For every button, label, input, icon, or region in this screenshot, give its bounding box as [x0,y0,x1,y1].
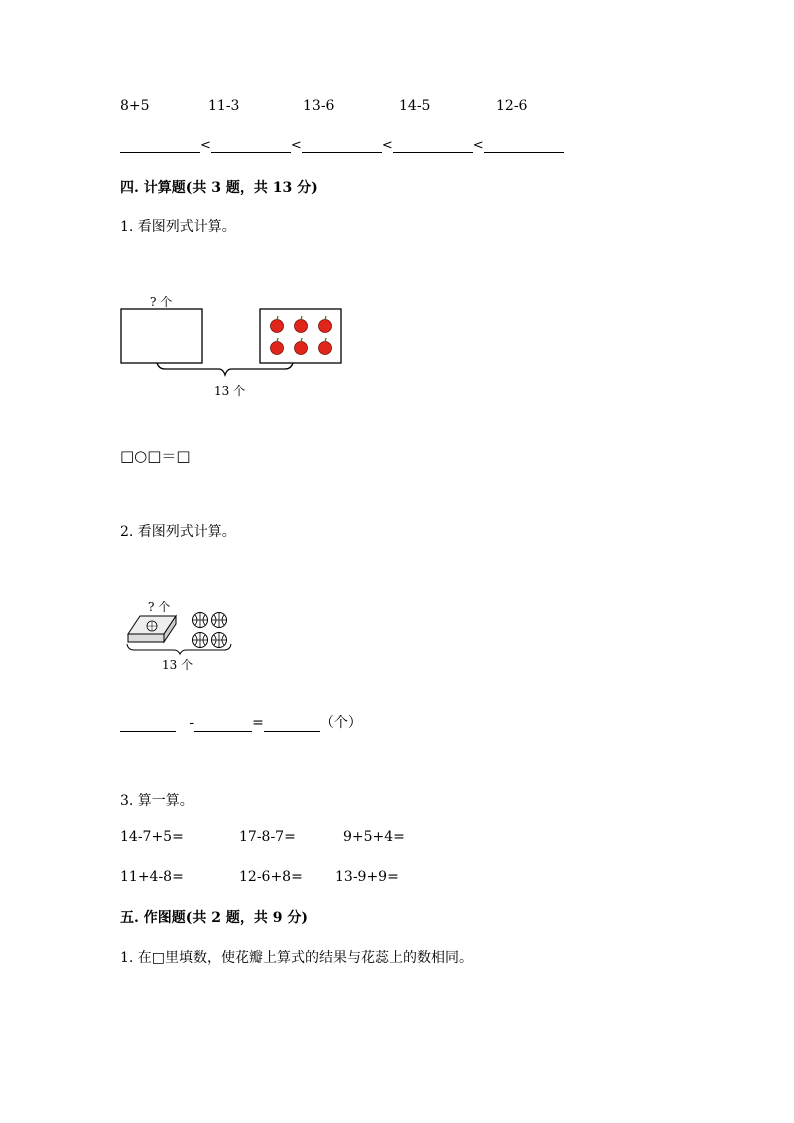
unknown-box [121,309,202,363]
ball-box-icon [128,616,176,642]
apple-icon [271,316,284,333]
section4-title: 四. 计算题(共 3 题，共 13 分) [120,180,318,196]
unit-label: （个） [319,715,362,731]
q2-diagram [124,608,244,658]
q3-cell: 11+4-8= [120,869,184,885]
q2-bottom-label: 13 个 [162,658,194,672]
apple-icon [319,316,332,333]
apple-icon [295,316,308,333]
q2-prompt: 2. 看图列式计算。 [120,524,236,540]
q3-cell: 9+5+4= [343,829,405,845]
q3-prompt: 3. 算一算。 [120,793,194,809]
compare-expr-2: 11-3 [208,98,240,114]
less-than-sign: < [290,138,302,153]
order-blank-2[interactable] [211,138,291,153]
less-than-sign: < [472,138,484,153]
q1-answer-template[interactable]: □○□＝□ [120,447,191,465]
order-blank-4[interactable] [393,138,473,153]
compare-expr-3: 13-6 [303,98,335,114]
basketball-icon [193,613,208,628]
less-than-sign: < [200,138,211,153]
q1-prompt: 1. 看图列式计算。 [120,219,236,235]
apple-icon [295,338,308,355]
compare-expr-5: 12-6 [496,98,528,114]
q3-cell: 14-7+5= [120,829,184,845]
section5-q1-prompt: 1. 在□里填数，使花瓣上算式的结果与花蕊上的数相同。 [120,950,474,966]
order-blank-5[interactable] [484,138,564,153]
basketball-icon [212,633,227,648]
order-blank-1[interactable] [120,138,200,153]
compare-expr-4: 14-5 [399,98,431,114]
order-row [120,138,564,153]
q3-cell: 17-8-7= [239,829,296,845]
basketball-icon [193,633,208,648]
apple-icon [319,338,332,355]
basketball-icon [212,613,227,628]
q3-cell: 12-6+8= [239,869,303,885]
q3-cell: 13-9+9= [335,869,399,885]
q1-top-label: ? 个 [150,295,173,309]
q2-blank-1[interactable] [120,717,176,732]
less-than-sign: < [381,138,393,153]
apple-icon [271,338,284,355]
q1-bottom-label: 13 个 [214,384,246,398]
q2-answer-row [120,712,362,732]
section5-title: 五. 作图题(共 2 题，共 9 分) [120,910,308,926]
compare-expr-1: 8+5 [120,98,150,114]
minus-sign: - [189,715,195,731]
equals-sign: = [252,715,264,731]
apple-group [271,316,332,355]
order-blank-3[interactable] [302,138,382,153]
q2-blank-2[interactable] [194,717,252,732]
apple-box [260,309,341,363]
q1-diagram [115,305,355,385]
basketball-group [193,613,227,648]
q2-blank-3[interactable] [264,717,320,732]
q2-top-label: ? 个 [148,600,171,614]
brace [157,363,293,375]
